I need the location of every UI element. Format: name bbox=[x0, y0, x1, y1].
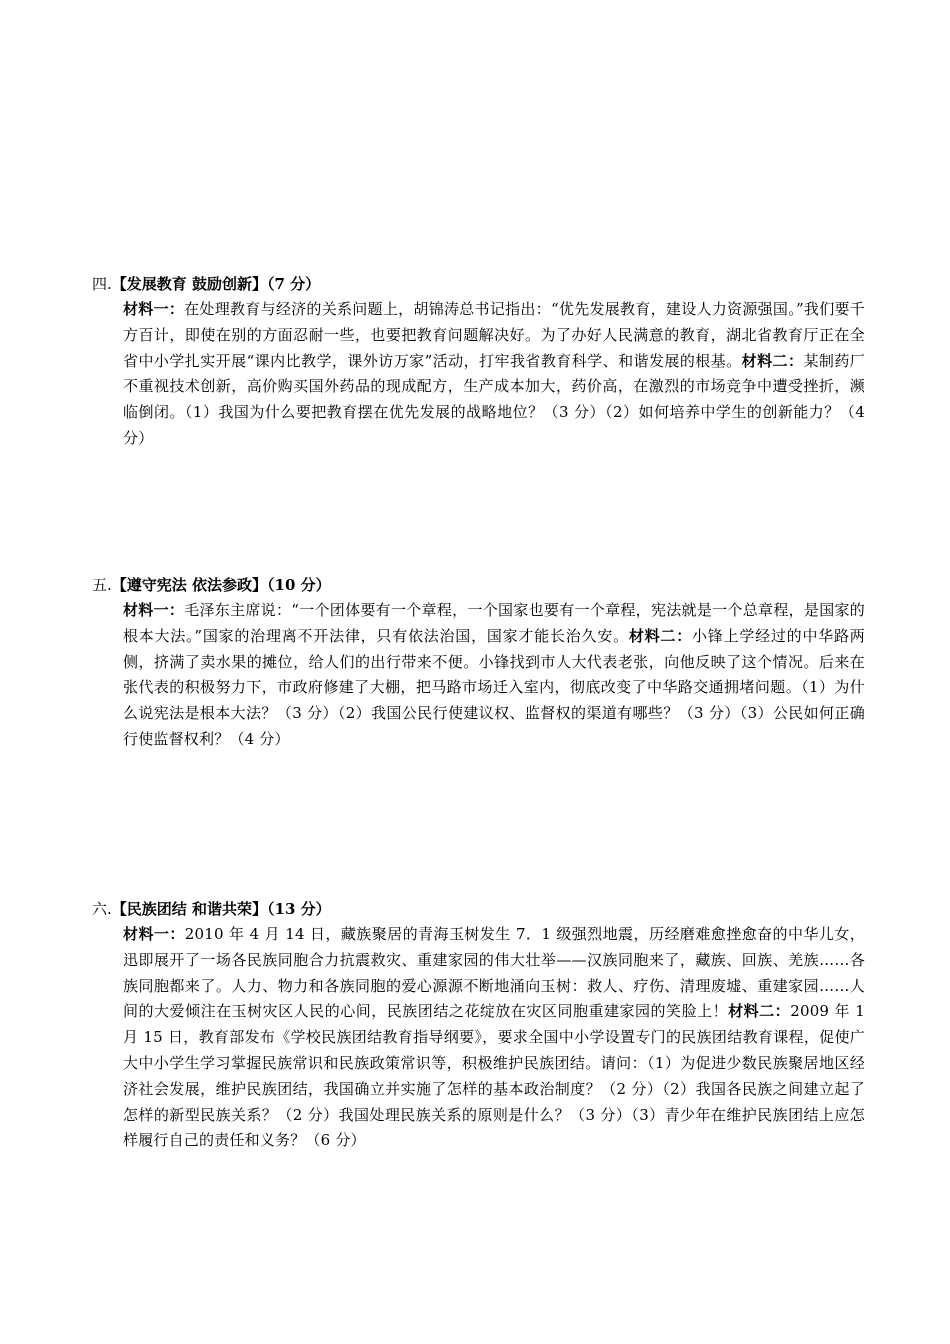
material-one-label: 材料一： bbox=[123, 925, 185, 943]
material-two-text: 某制药厂不重视技术创新，高价购买国外药品的现成配方，生产成本加大，药价高，在激烈的市场竞争中遭受挫折，濒临倒闭。（1）我国为什么要把教育摆在优先发展的战略地位？（3 分）（2）如何培养中学生的创新能力？（4 分） bbox=[123, 351, 865, 447]
material-two-label: 材料二： bbox=[728, 1002, 791, 1021]
section-body bbox=[123, 922, 865, 1154]
question-section-6 bbox=[92, 896, 867, 1154]
question-section-4 bbox=[92, 271, 867, 452]
section-title: 【发展教育 鼓励创新】 bbox=[111, 275, 268, 293]
section-score: （13 分） bbox=[267, 900, 331, 918]
section-heading bbox=[92, 572, 867, 598]
section-number: 四. bbox=[92, 275, 112, 293]
material-one-label: 材料一： bbox=[123, 300, 185, 318]
material-two-label: 材料二： bbox=[741, 351, 804, 370]
material-two-text: 2009 年 1 月 15 日，教育部发布《学校民族团结教育指导纲要》，要求全国中小学设置专门的民族团结教育课程，促使广大中小学生学习掌握民族常识和民族政策常识等，积极维护民族团结。请问：（1）为促进少数民族聚居地区经济社会发展，维护民族团结，我国确立并实施了怎样的基本政治制度？（2 分）（2）我国各民族之间建立起了怎样的新型民族关系？（2 分）我国处理民族关系的原则是什么？（3 分）（3）青少年在维护民族团结上应怎样履行自己的责任和义务？（6 分） bbox=[123, 1002, 866, 1150]
material-one-text: 毛泽东主席说：“一个团体要有一个章程，一个国家也要有一个章程，宪法就是一个总章程，是国家的根本大法。”国家的治理离不开法律，只有依法治国，国家才能长治久安。 bbox=[123, 601, 865, 645]
material-one-text: 在处理教育与经济的关系问题上，胡锦涛总书记指出：“优先发展教育，建设人力资源强国。”我们要千方百计，即使在别的方面忍耐一些，也要把教育问题解决好。为了办好人民满意的教育，湖北省教育厅正在全省中小学扎实开展“课内比教学，课外访万家”活动，打牢我省教育科学、和谐发展的根基。 bbox=[123, 300, 865, 370]
section-body bbox=[123, 598, 865, 753]
section-score: （7 分） bbox=[267, 275, 321, 293]
section-title: 【遵守宪法 依法参政】 bbox=[111, 576, 268, 594]
section-number: 五. bbox=[92, 576, 112, 594]
section-score: （10 分） bbox=[267, 576, 331, 594]
section-title: 【民族团结 和谐共荣】 bbox=[111, 900, 268, 918]
section-heading bbox=[92, 896, 867, 922]
question-section-5 bbox=[92, 572, 867, 753]
section-body bbox=[123, 297, 865, 452]
section-number: 六. bbox=[92, 900, 112, 918]
material-two-text: 小锋上学经过的中华路两侧，挤满了卖水果的摊位，给人们的出行带来不便。小锋找到市人大代表老张，向他反映了这个情况。后来在张代表的积极努力下，市政府修建了大棚，把马路市场迁入室内，彻底改变了中华路交通拥堵问题。（1）为什么说宪法是根本大法？（3 分）（2）我国公民行使建议权、监督权的渠道有哪些？（3 分）（3）公民如何正确行使监督权利？（4 分） bbox=[123, 626, 865, 748]
material-two-label: 材料二： bbox=[628, 626, 692, 645]
material-one-text: 2010 年 4 月 14 日，藏族聚居的青海玉树发生 7．1 级强烈地震，历经磨难愈挫愈奋的中华儿女，迅即展开了一场各民族同胞合力抗震救灾、重建家园的伟大壮举——汉族同胞来了，藏族、回族、羌族……各族同胞都来了。人力、物力和各族同胞的爱心源源不断地涌向玉树：救人、疗伤、清理废墟、重建家园……人间的大爱倾注在玉树灾区人民的心间，民族团结之花绽放在灾区同胞重建家园的笑脸上！ bbox=[123, 925, 865, 1021]
material-one-label: 材料一： bbox=[123, 601, 185, 619]
section-heading bbox=[92, 271, 867, 297]
